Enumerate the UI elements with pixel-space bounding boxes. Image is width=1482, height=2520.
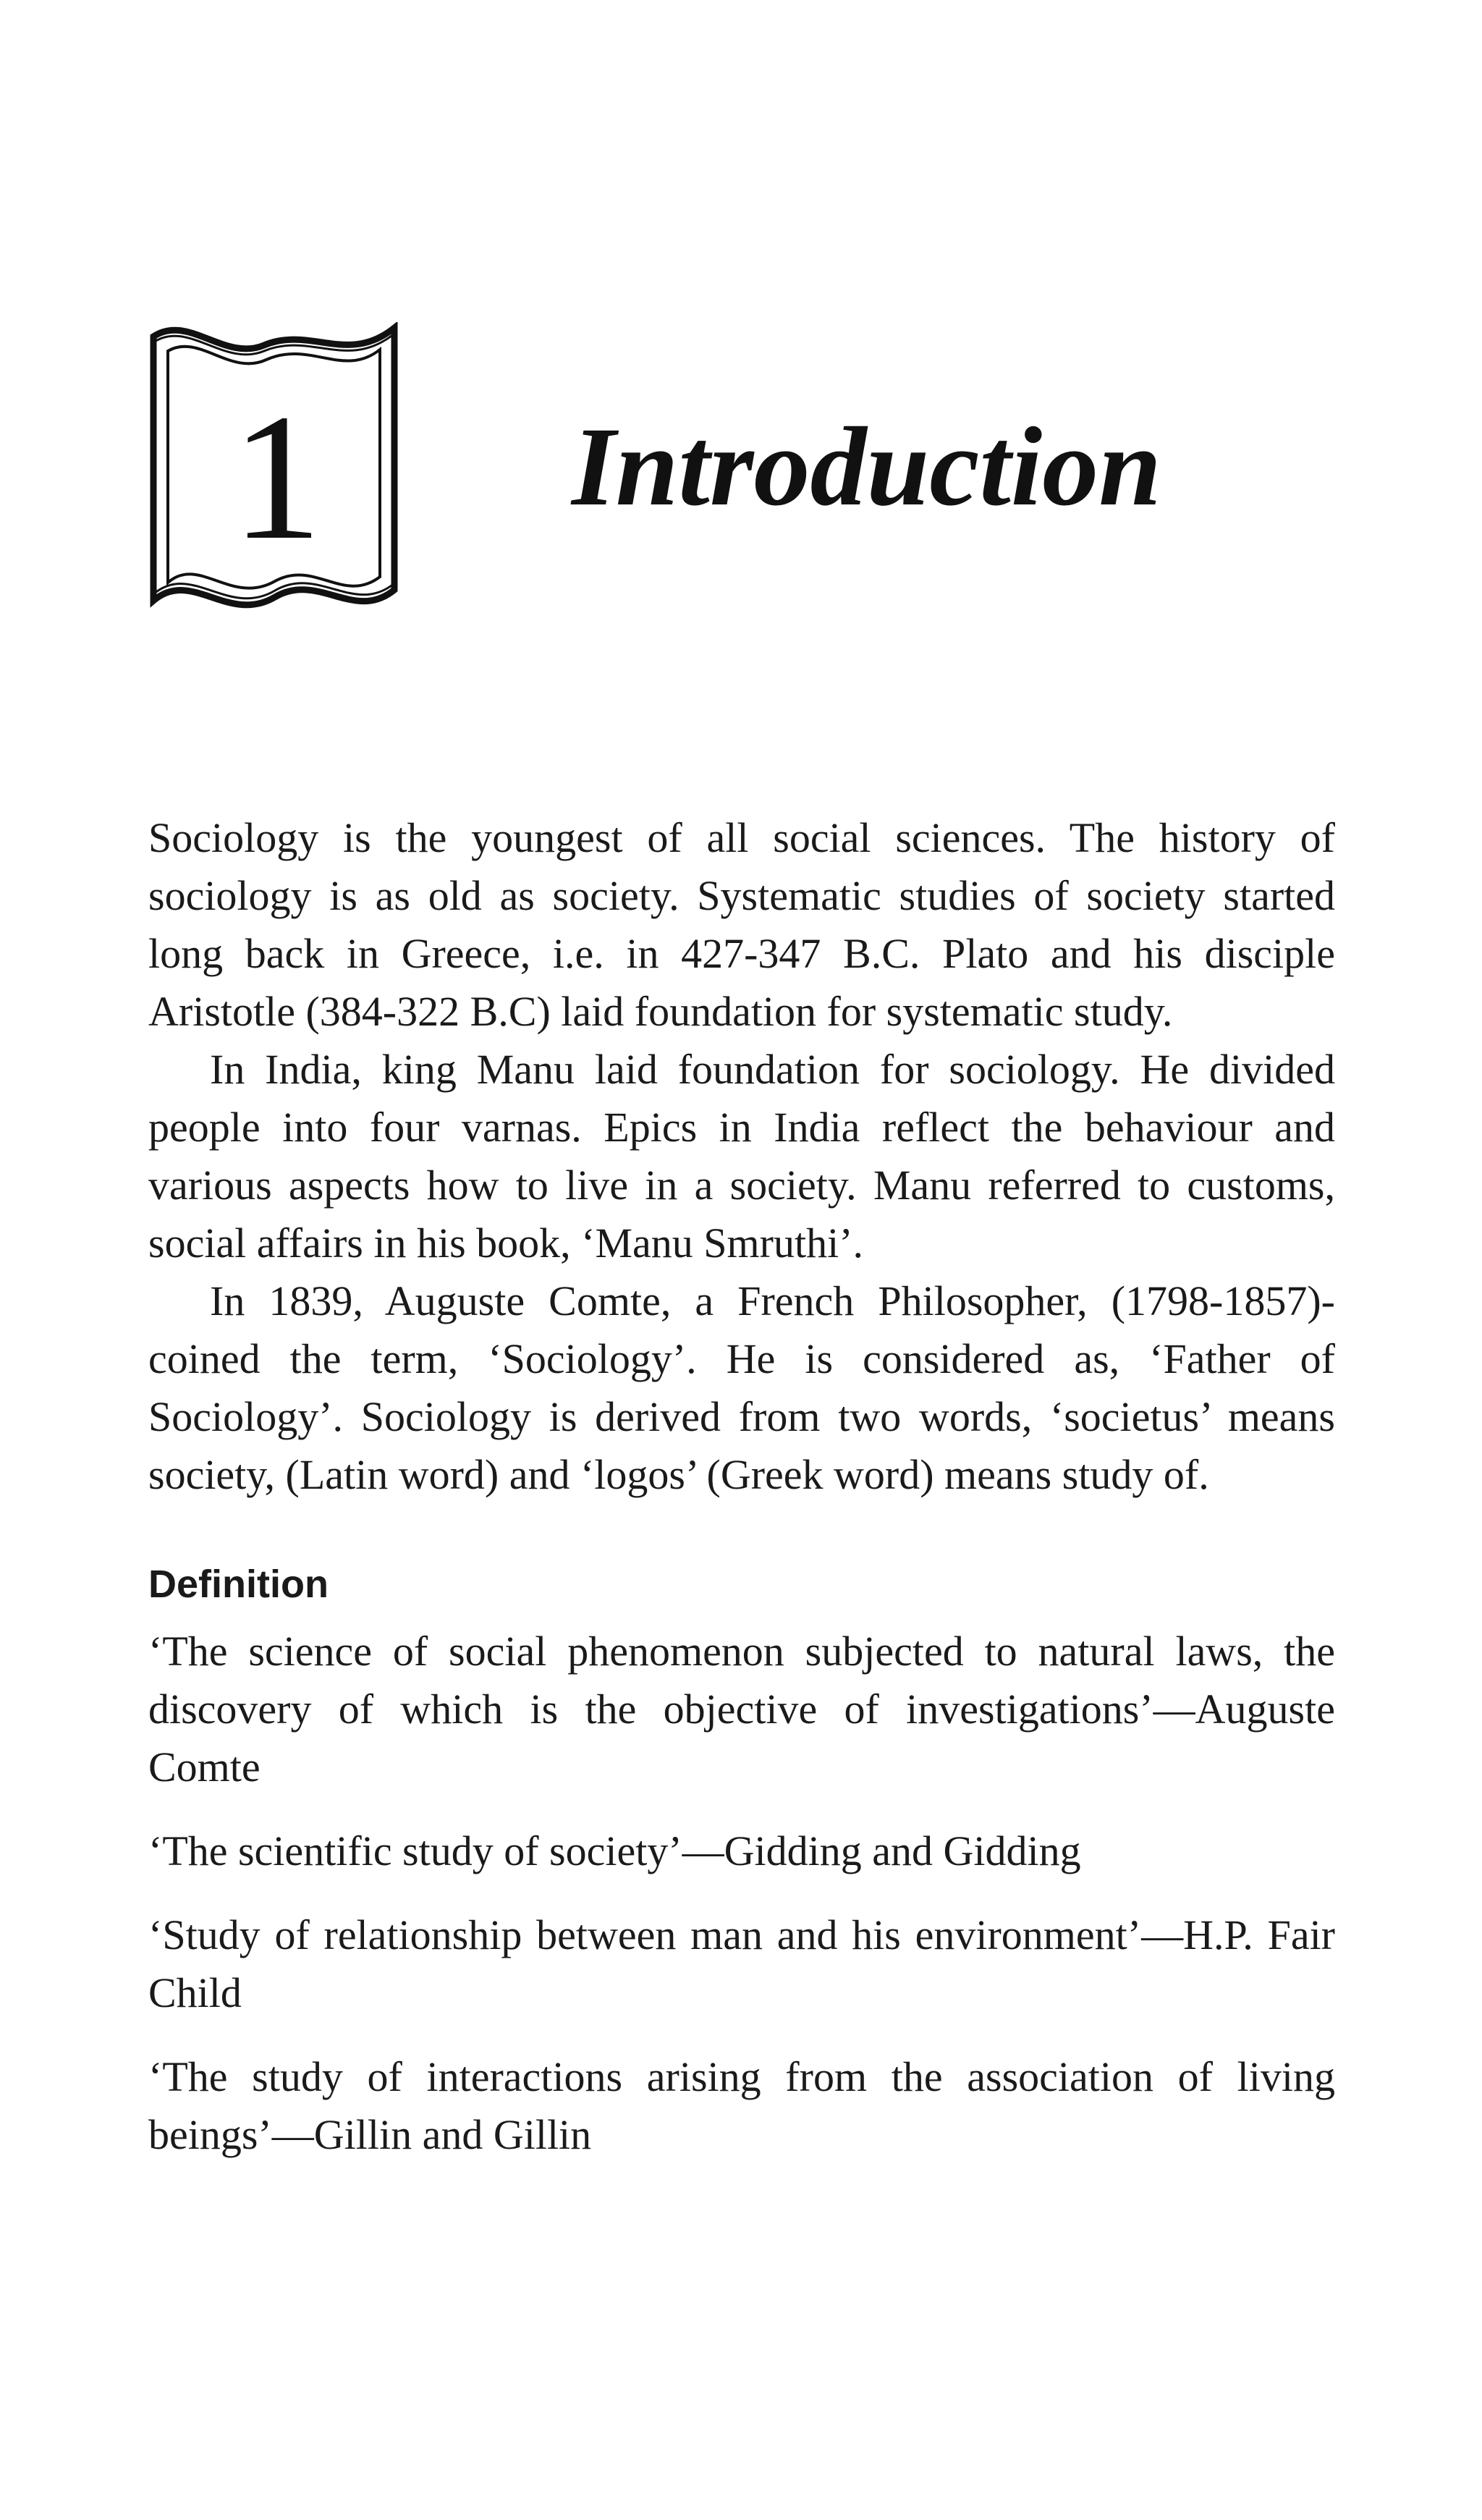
chapter-body bbox=[148, 809, 1335, 2190]
chapter-number-badge bbox=[145, 322, 409, 619]
chapter-number: 1 bbox=[232, 377, 322, 578]
definition-item-gidding: ‘The scientific study of society’—Gidding and Gidding bbox=[148, 1827, 1081, 1874]
definition-item-gillin: ‘The study of interactions arising from the association of living beings’—Gillin and Gillin bbox=[148, 2053, 1335, 2158]
intro-paragraph-3: In 1839, Auguste Comte, a French Philosopher, (1798-1857)-coined the term, ‘Sociology’. He is considered as, ‘Father of Sociology’. Sociology is derived from two words, ‘societus’ means society, (Latin word) and ‘logos’ (Greek word) means study of. bbox=[148, 1277, 1335, 1498]
definition-item-fairchild: ‘Study of relationship between man and his environment’—H.P. Fair Child bbox=[148, 1911, 1335, 2016]
definition-heading: Definition bbox=[148, 1563, 329, 1606]
intro-paragraph-2: In India, king Manu laid foundation for sociology. He divided people into four varnas. Epics in India reflect the behaviour and various aspects how to live in a society. Manu referred to customs, social affairs in his book, ‘Manu Smruthi’. bbox=[148, 1046, 1335, 1267]
intro-paragraph-1: Sociology is the youngest of all social sciences. The history of sociology is as old as society. Systematic studies of society started long back in Greece, i.e. in 427-347 B.C. Plato and his disciple Aristotle (384-322 B.C) laid foundation for systematic study. bbox=[148, 814, 1335, 1035]
chapter-title: Introduction bbox=[572, 404, 1161, 529]
definition-item-comte: ‘The science of social phenomenon subjected to natural laws, the discovery of which is the objective of investigations’—Auguste Comte bbox=[148, 1628, 1335, 1790]
